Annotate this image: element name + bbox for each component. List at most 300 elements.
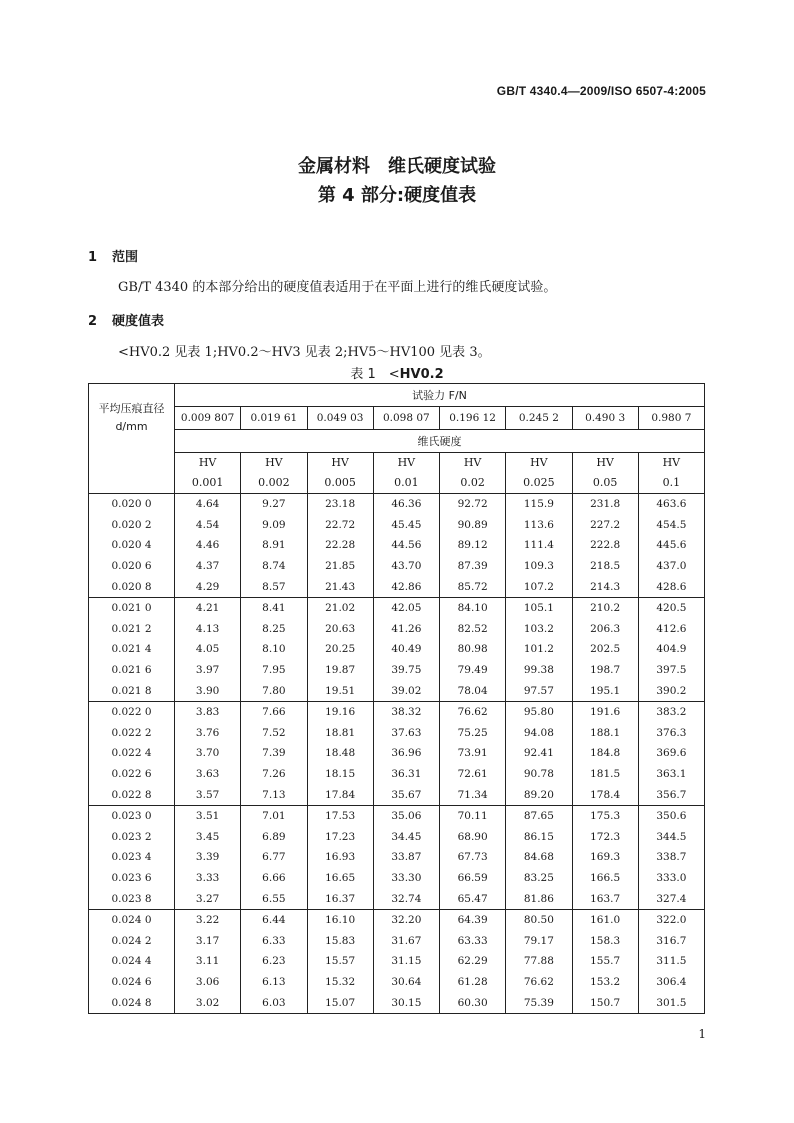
hardness-cell: 210.2 (572, 597, 638, 618)
hardness-cell: 72.61 (440, 764, 506, 785)
hardness-cell: 60.30 (440, 992, 506, 1013)
hardness-cell: 18.48 (307, 743, 373, 764)
hv-symbol: HV (397, 456, 416, 469)
hardness-cell: 9.27 (241, 494, 307, 515)
section-2-heading (88, 310, 164, 329)
hardness-cell: 150.7 (572, 992, 638, 1013)
hardness-cell: 81.86 (506, 888, 572, 909)
hardness-cell: 75.39 (506, 992, 572, 1013)
diameter-cell: 0.022 2 (89, 723, 175, 744)
hardness-cell: 31.15 (373, 951, 439, 972)
hardness-cell: 15.07 (307, 992, 373, 1013)
hardness-cell: 3.57 (175, 784, 241, 805)
hardness-cell: 3.70 (175, 743, 241, 764)
force-value: 0.019 61 (241, 407, 307, 430)
hardness-cell: 327.4 (638, 888, 704, 909)
hardness-cell: 437.0 (638, 556, 704, 577)
hardness-cell: 107.2 (506, 576, 572, 597)
hardness-cell: 61.28 (440, 972, 506, 993)
hardness-cell: 46.36 (373, 494, 439, 515)
hardness-cell: 17.84 (307, 784, 373, 805)
hv-scale: 0.01 (394, 476, 419, 489)
hardness-cell: 23.18 (307, 494, 373, 515)
hardness-cell: 404.9 (638, 639, 704, 660)
hardness-cell: 97.57 (506, 680, 572, 701)
table-row-group (89, 701, 705, 805)
hardness-cell: 19.87 (307, 660, 373, 681)
hv-scale-label (241, 453, 307, 494)
hardness-cell: 15.32 (307, 972, 373, 993)
table-row (89, 515, 705, 536)
table-row (89, 827, 705, 848)
diameter-cell: 0.023 8 (89, 888, 175, 909)
hv-symbol: HV (662, 456, 681, 469)
hardness-cell: 87.65 (506, 805, 572, 826)
hardness-header: 维氏硬度 (175, 430, 705, 453)
hardness-cell: 7.95 (241, 660, 307, 681)
hardness-cell: 76.62 (506, 972, 572, 993)
hardness-cell: 84.68 (506, 847, 572, 868)
diameter-cell: 0.024 0 (89, 909, 175, 930)
table-row (89, 868, 705, 889)
hv-scale: 0.001 (191, 476, 224, 489)
hardness-cell: 9.09 (241, 515, 307, 536)
row-header-label: 平均压痕直径 (98, 402, 165, 416)
section-number: 2 (88, 314, 98, 329)
hardness-cell: 43.70 (373, 556, 439, 577)
hardness-cell: 383.2 (638, 701, 704, 722)
hardness-cell: 202.5 (572, 639, 638, 660)
hardness-cell: 33.87 (373, 847, 439, 868)
hardness-cell: 17.53 (307, 805, 373, 826)
hardness-cell: 6.89 (241, 827, 307, 848)
hardness-cell: 153.2 (572, 972, 638, 993)
hardness-cell: 21.02 (307, 597, 373, 618)
hardness-cell: 40.49 (373, 639, 439, 660)
hardness-cell: 222.8 (572, 535, 638, 556)
standard-code: GB/T 4340.4—2009/ISO 6507-4:2005 (496, 84, 706, 98)
hardness-cell: 184.8 (572, 743, 638, 764)
hardness-cell: 109.3 (506, 556, 572, 577)
hv-scale-label (307, 453, 373, 494)
caption-scale: HV0.2 (399, 367, 444, 382)
hardness-cell: 32.74 (373, 888, 439, 909)
hv-symbol: HV (463, 456, 482, 469)
hv-scale-label (506, 453, 572, 494)
hardness-cell: 42.05 (373, 597, 439, 618)
hardness-cell: 63.33 (440, 930, 506, 951)
hardness-cell: 163.7 (572, 888, 638, 909)
caption-prefix: 表 1 < (350, 367, 400, 382)
hv-symbol: HV (331, 456, 349, 469)
hardness-cell: 350.6 (638, 805, 704, 826)
diameter-cell: 0.020 6 (89, 556, 175, 577)
hardness-cell: 195.1 (572, 680, 638, 701)
hardness-cell: 41.26 (373, 619, 439, 640)
hardness-cell: 70.11 (440, 805, 506, 826)
hardness-cell: 89.20 (506, 784, 572, 805)
table-row (89, 494, 705, 515)
hardness-cell: 3.63 (175, 764, 241, 785)
hardness-cell: 89.12 (440, 535, 506, 556)
hardness-cell: 16.37 (307, 888, 373, 909)
hardness-cell: 103.2 (506, 619, 572, 640)
section-1-heading (88, 246, 138, 265)
hardness-cell: 4.46 (175, 535, 241, 556)
hardness-cell: 306.4 (638, 972, 704, 993)
hardness-cell: 3.90 (175, 680, 241, 701)
force-value: 0.098 07 (373, 407, 439, 430)
table-row (89, 888, 705, 909)
hardness-cell: 84.10 (440, 597, 506, 618)
hardness-cell: 94.08 (506, 723, 572, 744)
hardness-cell: 188.1 (572, 723, 638, 744)
hv-scale: 0.02 (460, 476, 485, 489)
hardness-cell: 15.57 (307, 951, 373, 972)
table-row (89, 576, 705, 597)
hv-symbol: HV (596, 456, 614, 469)
hardness-cell: 198.7 (572, 660, 638, 681)
hardness-cell: 66.59 (440, 868, 506, 889)
hardness-cell: 16.65 (307, 868, 373, 889)
diameter-cell: 0.023 4 (89, 847, 175, 868)
hardness-cell: 8.41 (241, 597, 307, 618)
hardness-cell: 333.0 (638, 868, 704, 889)
hardness-cell: 166.5 (572, 868, 638, 889)
hardness-cell: 33.30 (373, 868, 439, 889)
hardness-cell: 21.85 (307, 556, 373, 577)
diameter-cell: 0.022 6 (89, 764, 175, 785)
hardness-cell: 316.7 (638, 930, 704, 951)
table-row (89, 909, 705, 930)
table-row (89, 951, 705, 972)
hardness-cell: 3.97 (175, 660, 241, 681)
hv-scale: 0.1 (662, 476, 681, 489)
hardness-cell: 32.20 (373, 909, 439, 930)
hardness-cell: 85.72 (440, 576, 506, 597)
diameter-cell: 0.020 0 (89, 494, 175, 515)
hardness-cell: 390.2 (638, 680, 704, 701)
hardness-cell: 42.86 (373, 576, 439, 597)
hardness-cell: 19.51 (307, 680, 373, 701)
force-value: 0.049 03 (307, 407, 373, 430)
hv-scale: 0.002 (258, 476, 290, 489)
hardness-cell: 8.91 (241, 535, 307, 556)
hardness-cell: 7.26 (241, 764, 307, 785)
hardness-cell: 3.45 (175, 827, 241, 848)
hardness-cell: 86.15 (506, 827, 572, 848)
hv-scale-label (572, 453, 638, 494)
hardness-cell: 92.72 (440, 494, 506, 515)
hardness-cell: 21.43 (307, 576, 373, 597)
hardness-cell: 206.3 (572, 619, 638, 640)
table-row (89, 639, 705, 660)
hardness-cell: 158.3 (572, 930, 638, 951)
table-row (89, 972, 705, 993)
hardness-cell: 30.15 (373, 992, 439, 1013)
hardness-cell: 7.80 (241, 680, 307, 701)
hardness-cell: 8.10 (241, 639, 307, 660)
diameter-cell: 0.020 2 (89, 515, 175, 536)
hardness-cell: 45.45 (373, 515, 439, 536)
force-value: 0.196 12 (440, 407, 506, 430)
diameter-cell: 0.021 2 (89, 619, 175, 640)
hardness-cell: 4.54 (175, 515, 241, 536)
hardness-cell: 428.6 (638, 576, 704, 597)
hardness-cell: 62.29 (440, 951, 506, 972)
hardness-cell: 99.38 (506, 660, 572, 681)
diameter-cell: 0.024 6 (89, 972, 175, 993)
hardness-cell: 18.15 (307, 764, 373, 785)
force-header: 试验力 F/N (175, 384, 705, 407)
hardness-cell: 412.6 (638, 619, 704, 640)
hardness-cell: 67.73 (440, 847, 506, 868)
hardness-cell: 4.05 (175, 639, 241, 660)
hardness-cell: 4.13 (175, 619, 241, 640)
hardness-cell: 454.5 (638, 515, 704, 536)
table-row (89, 556, 705, 577)
hardness-cell: 6.03 (241, 992, 307, 1013)
hardness-cell: 77.88 (506, 951, 572, 972)
hardness-cell: 38.32 (373, 701, 439, 722)
hardness-cell: 82.52 (440, 619, 506, 640)
hardness-cell: 4.64 (175, 494, 241, 515)
hardness-cell: 78.04 (440, 680, 506, 701)
hv-scale-label (175, 453, 241, 494)
diameter-cell: 0.024 4 (89, 951, 175, 972)
hardness-cell: 80.50 (506, 909, 572, 930)
hardness-cell: 17.23 (307, 827, 373, 848)
hardness-cell: 175.3 (572, 805, 638, 826)
hardness-cell: 344.5 (638, 827, 704, 848)
table-row (89, 764, 705, 785)
hardness-cell: 6.66 (241, 868, 307, 889)
hardness-cell: 64.39 (440, 909, 506, 930)
hardness-cell: 39.02 (373, 680, 439, 701)
section-title: 范围 (112, 250, 139, 265)
hardness-cell: 3.39 (175, 847, 241, 868)
hardness-cell: 6.33 (241, 930, 307, 951)
table-row (89, 847, 705, 868)
table-row (89, 619, 705, 640)
table-caption (0, 363, 794, 382)
diameter-cell: 0.022 0 (89, 701, 175, 722)
hardness-cell: 113.6 (506, 515, 572, 536)
hardness-cell: 3.11 (175, 951, 241, 972)
hardness-cell: 105.1 (506, 597, 572, 618)
hardness-cell: 3.27 (175, 888, 241, 909)
hardness-cell: 36.96 (373, 743, 439, 764)
hardness-cell: 191.6 (572, 701, 638, 722)
hardness-cell: 6.77 (241, 847, 307, 868)
hardness-cell: 178.4 (572, 784, 638, 805)
hardness-cell: 369.6 (638, 743, 704, 764)
hv-scale: 0.05 (592, 476, 618, 489)
hardness-cell: 65.47 (440, 888, 506, 909)
hv-symbol: HV (265, 456, 283, 469)
hardness-cell: 6.23 (241, 951, 307, 972)
hardness-table (88, 383, 705, 1014)
hardness-cell: 6.13 (241, 972, 307, 993)
hardness-cell: 301.5 (638, 992, 704, 1013)
hardness-cell: 3.83 (175, 701, 241, 722)
hardness-cell: 214.3 (572, 576, 638, 597)
document-subtitle: 第 4 部分:硬度值表 (317, 185, 477, 206)
hardness-cell: 397.5 (638, 660, 704, 681)
hardness-cell: 19.16 (307, 701, 373, 722)
hardness-cell: 161.0 (572, 909, 638, 930)
hardness-cell: 39.75 (373, 660, 439, 681)
table-row-group (89, 494, 705, 598)
hv-scale-label (638, 453, 704, 494)
hardness-cell: 463.6 (638, 494, 704, 515)
diameter-cell: 0.020 4 (89, 535, 175, 556)
diameter-cell: 0.024 8 (89, 992, 175, 1013)
hardness-cell: 338.7 (638, 847, 704, 868)
hardness-cell: 20.63 (307, 619, 373, 640)
diameter-cell: 0.023 0 (89, 805, 175, 826)
hardness-cell: 101.2 (506, 639, 572, 660)
hardness-cell: 3.76 (175, 723, 241, 744)
hardness-cell: 90.89 (440, 515, 506, 536)
diameter-cell: 0.021 8 (89, 680, 175, 701)
table-row (89, 535, 705, 556)
hardness-cell: 322.0 (638, 909, 704, 930)
hardness-cell: 15.83 (307, 930, 373, 951)
diameter-cell: 0.024 2 (89, 930, 175, 951)
hardness-cell: 95.80 (506, 701, 572, 722)
hardness-cell: 115.9 (506, 494, 572, 515)
table-row (89, 660, 705, 681)
hardness-cell: 7.39 (241, 743, 307, 764)
hardness-cell: 7.13 (241, 784, 307, 805)
hardness-cell: 71.34 (440, 784, 506, 805)
hardness-cell: 31.67 (373, 930, 439, 951)
hardness-cell: 68.90 (440, 827, 506, 848)
hardness-cell: 4.21 (175, 597, 241, 618)
hardness-cell: 7.01 (241, 805, 307, 826)
force-value: 0.980 7 (638, 407, 704, 430)
hardness-cell: 8.25 (241, 619, 307, 640)
hardness-cell: 4.37 (175, 556, 241, 577)
hardness-cell: 172.3 (572, 827, 638, 848)
hardness-cell: 30.64 (373, 972, 439, 993)
hardness-cell: 227.2 (572, 515, 638, 536)
hardness-cell: 22.72 (307, 515, 373, 536)
hardness-cell: 76.62 (440, 701, 506, 722)
table-row (89, 743, 705, 764)
table-row (89, 805, 705, 826)
hardness-cell: 90.78 (506, 764, 572, 785)
document-title: 金属材料 维氏硬度试验 (298, 156, 496, 177)
diameter-cell: 0.021 6 (89, 660, 175, 681)
table-row-group (89, 805, 705, 909)
force-value: 0.245 2 (506, 407, 572, 430)
diameter-cell: 0.023 6 (89, 868, 175, 889)
hardness-cell: 7.52 (241, 723, 307, 744)
hardness-cell: 3.22 (175, 909, 241, 930)
hardness-cell: 363.1 (638, 764, 704, 785)
hv-scale-label (440, 453, 506, 494)
hardness-cell: 80.98 (440, 639, 506, 660)
hardness-cell: 37.63 (373, 723, 439, 744)
diameter-cell: 0.022 8 (89, 784, 175, 805)
hardness-cell: 218.5 (572, 556, 638, 577)
hardness-cell: 35.67 (373, 784, 439, 805)
hardness-cell: 73.91 (440, 743, 506, 764)
hardness-cell: 155.7 (572, 951, 638, 972)
section-1-text: GB/T 4340 的本部分给出的硬度值表适用于在平面上进行的维氏硬度试验。 (118, 280, 557, 295)
hardness-cell: 169.3 (572, 847, 638, 868)
hardness-cell: 4.29 (175, 576, 241, 597)
section-number: 1 (88, 250, 98, 265)
hardness-cell: 92.41 (506, 743, 572, 764)
diameter-cell: 0.021 0 (89, 597, 175, 618)
hardness-cell: 181.5 (572, 764, 638, 785)
section-title: 硬度值表 (112, 314, 165, 329)
section-2-text: <HV0.2 见表 1;HV0.2～HV3 见表 2;HV5～HV100 见表 3。 (118, 345, 491, 360)
diameter-cell: 0.020 8 (89, 576, 175, 597)
hardness-cell: 36.31 (373, 764, 439, 785)
table-row (89, 992, 705, 1013)
hardness-cell: 111.4 (506, 535, 572, 556)
hardness-cell: 311.5 (638, 951, 704, 972)
hardness-cell: 3.33 (175, 868, 241, 889)
hardness-cell: 356.7 (638, 784, 704, 805)
diameter-cell: 0.023 2 (89, 827, 175, 848)
hardness-cell: 35.06 (373, 805, 439, 826)
hv-scale: 0.025 (523, 476, 555, 489)
table-row (89, 701, 705, 722)
hardness-cell: 8.74 (241, 556, 307, 577)
table-row (89, 597, 705, 618)
hardness-cell: 16.10 (307, 909, 373, 930)
table-row (89, 930, 705, 951)
hardness-cell: 75.25 (440, 723, 506, 744)
page-number: 1 (698, 1027, 706, 1041)
hardness-cell: 6.44 (241, 909, 307, 930)
row-header (89, 384, 175, 453)
hardness-cell: 18.81 (307, 723, 373, 744)
hardness-cell: 79.17 (506, 930, 572, 951)
hardness-cell: 231.8 (572, 494, 638, 515)
hardness-cell: 420.5 (638, 597, 704, 618)
force-value: 0.009 807 (175, 407, 241, 430)
hv-scale: 0.005 (324, 476, 356, 489)
hv-symbol: HV (530, 456, 548, 469)
hardness-cell: 87.39 (440, 556, 506, 577)
row-header-unit: d/mm (115, 420, 148, 434)
hardness-cell: 3.06 (175, 972, 241, 993)
hv-scale-label (373, 453, 439, 494)
hardness-cell: 6.55 (241, 888, 307, 909)
row-header-continuation (89, 453, 175, 494)
hardness-cell: 34.45 (373, 827, 439, 848)
table-row (89, 784, 705, 805)
table-row-group (89, 597, 705, 701)
hardness-cell: 445.6 (638, 535, 704, 556)
diameter-cell: 0.022 4 (89, 743, 175, 764)
table-row (89, 723, 705, 744)
force-value: 0.490 3 (572, 407, 638, 430)
hardness-cell: 20.25 (307, 639, 373, 660)
table-row (89, 680, 705, 701)
hardness-cell: 3.51 (175, 805, 241, 826)
table-row-group (89, 909, 705, 1013)
hardness-cell: 22.28 (307, 535, 373, 556)
diameter-cell: 0.021 4 (89, 639, 175, 660)
hardness-cell: 79.49 (440, 660, 506, 681)
